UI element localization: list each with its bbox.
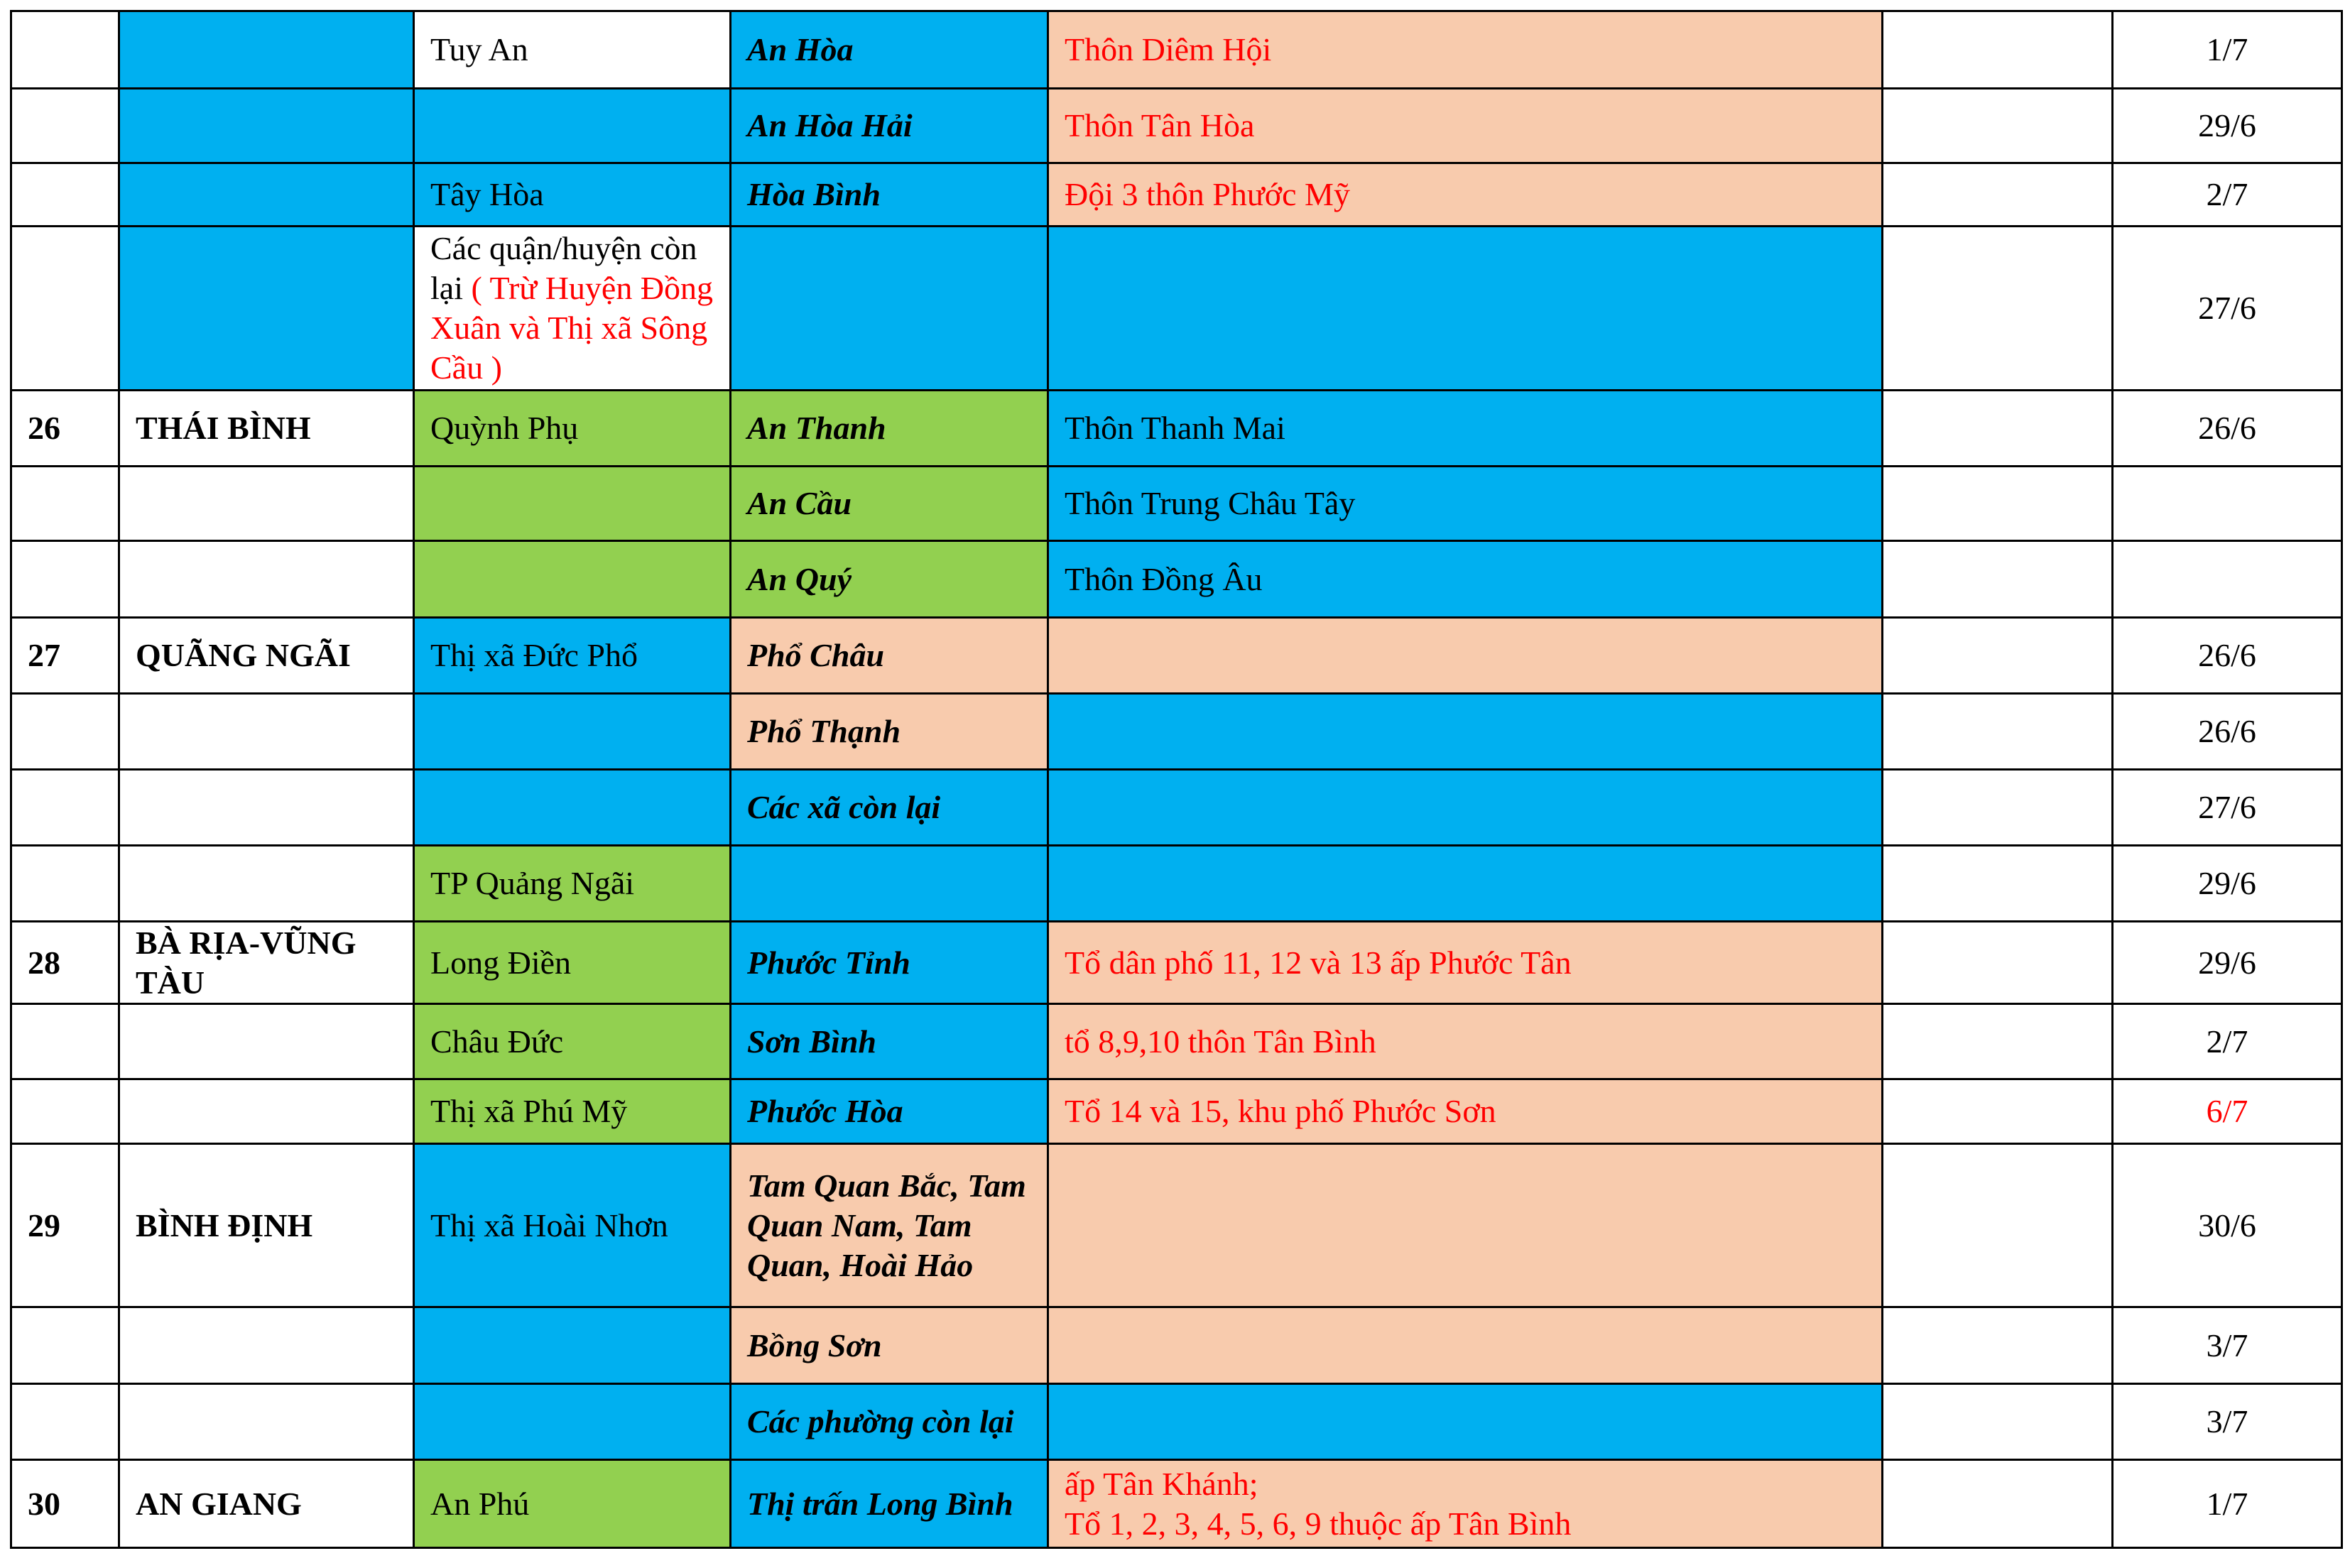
province-cell (119, 227, 414, 391)
district-name: Các quận/huyện còn lại (430, 230, 697, 306)
table-row (11, 922, 2342, 1004)
district-cell (414, 1384, 731, 1460)
area-cell (1048, 467, 1883, 541)
commune-name: Bồng Sơn (747, 1327, 882, 1363)
commune-cell (731, 1004, 1048, 1079)
table-row (11, 391, 2342, 467)
area-line: Thôn Diêm Hội (1065, 31, 1272, 67)
date-cell (2113, 1144, 2342, 1307)
row-number-cell (11, 1079, 119, 1144)
row-number: 29 (28, 1207, 60, 1243)
area-line: Thôn Thanh Mai (1065, 410, 1285, 446)
commune-cell (731, 694, 1048, 770)
date-value: 30/6 (2198, 1207, 2256, 1243)
date-value: 26/6 (2198, 637, 2256, 673)
blank-cell (1883, 541, 2113, 618)
commune-cell (731, 1384, 1048, 1460)
district-cell (414, 694, 731, 770)
commune-name: An Cầu (747, 485, 852, 521)
table-row (11, 694, 2342, 770)
commune-cell (731, 846, 1048, 922)
district-name: Thị xã Đức Phổ (430, 637, 638, 673)
district-name: Châu Đức (430, 1023, 564, 1060)
row-number: 30 (28, 1485, 60, 1522)
row-number-cell (11, 1144, 119, 1307)
blank-cell (1883, 11, 2113, 89)
area-cell (1048, 1079, 1883, 1144)
date-cell (2113, 163, 2342, 227)
blank-cell (1883, 1079, 2113, 1144)
area-line: Thôn Tân Hòa (1065, 107, 1255, 143)
province-cell (119, 391, 414, 467)
row-number-cell (11, 391, 119, 467)
area-line: Tổ 14 và 15, khu phố Phước Sơn (1065, 1093, 1496, 1129)
date-cell (2113, 1384, 2342, 1460)
commune-cell (731, 1307, 1048, 1384)
row-number-cell (11, 11, 119, 89)
district-cell (414, 1079, 731, 1144)
commune-cell (731, 227, 1048, 391)
date-value: 26/6 (2198, 410, 2256, 446)
area-cell (1048, 770, 1883, 846)
province-cell (119, 163, 414, 227)
area-line: Tổ dân phố 11, 12 và 13 ấp Phước Tân (1065, 944, 1572, 981)
district-cell (414, 391, 731, 467)
date-cell (2113, 227, 2342, 391)
province-name: QUÃNG NGÃI (136, 637, 351, 673)
province-cell (119, 1004, 414, 1079)
province-cell (119, 1460, 414, 1548)
row-number: 26 (28, 410, 60, 446)
row-number-cell (11, 1004, 119, 1079)
district-cell (414, 1004, 731, 1079)
commune-cell (731, 163, 1048, 227)
area-line: Thôn Trung Châu Tây (1065, 485, 1356, 521)
blank-cell (1883, 1384, 2113, 1460)
row-number-cell (11, 694, 119, 770)
date-cell (2113, 618, 2342, 694)
area-cell (1048, 1004, 1883, 1079)
row-number-cell (11, 1460, 119, 1548)
area-cell (1048, 846, 1883, 922)
table-row (11, 1144, 2342, 1307)
commune-name: Phổ Châu (747, 637, 885, 673)
blank-cell (1883, 846, 2113, 922)
date-value: 29/6 (2198, 107, 2256, 143)
province-cell (119, 89, 414, 163)
commune-name: Phước Hòa (747, 1093, 903, 1129)
date-value: 27/6 (2198, 290, 2256, 326)
commune-name: Thị trấn Long Bình (747, 1485, 1013, 1522)
date-value: 3/7 (2206, 1327, 2248, 1363)
blank-cell (1883, 467, 2113, 541)
district-cell (414, 467, 731, 541)
area-cell (1048, 1307, 1883, 1384)
blank-cell (1883, 1004, 2113, 1079)
area-cell (1048, 391, 1883, 467)
table-row (11, 1079, 2342, 1144)
table-row (11, 1460, 2342, 1548)
district-name: Tây Hòa (430, 176, 544, 212)
table-row (11, 1307, 2342, 1384)
province-cell (119, 1384, 414, 1460)
commune-cell (731, 618, 1048, 694)
province-cell (119, 846, 414, 922)
blank-cell (1883, 1307, 2113, 1384)
date-cell (2113, 846, 2342, 922)
commune-cell (731, 11, 1048, 89)
commune-cell (731, 922, 1048, 1004)
blank-cell (1883, 694, 2113, 770)
commune-cell (731, 1079, 1048, 1144)
row-number-cell (11, 618, 119, 694)
date-cell (2113, 11, 2342, 89)
province-cell (119, 770, 414, 846)
district-cell (414, 1307, 731, 1384)
area-line: Tổ 1, 2, 3, 4, 5, 6, 9 thuộc ấp Tân Bình (1065, 1505, 1572, 1542)
area-line: ấp Tân Khánh; (1065, 1465, 1258, 1502)
commune-name: An Quý (747, 560, 852, 597)
commune-cell (731, 770, 1048, 846)
blank-cell (1883, 922, 2113, 1004)
province-cell (119, 694, 414, 770)
area-cell (1048, 1460, 1883, 1548)
row-number-cell (11, 846, 119, 922)
area-cell (1048, 1144, 1883, 1307)
blank-cell (1883, 1460, 2113, 1548)
table-row (11, 89, 2342, 163)
province-cell (119, 1307, 414, 1384)
province-cell (119, 1144, 414, 1307)
date-value: 3/7 (2206, 1403, 2248, 1439)
district-cell (414, 922, 731, 1004)
district-name: Quỳnh Phụ (430, 410, 579, 446)
area-cell (1048, 89, 1883, 163)
commune-cell (731, 541, 1048, 618)
commune-cell (731, 391, 1048, 467)
district-name: Thị xã Phú Mỹ (430, 1093, 628, 1129)
table-row (11, 770, 2342, 846)
area-line: Đội 3 thôn Phước Mỹ (1065, 176, 1350, 212)
blank-cell (1883, 391, 2113, 467)
district-cell (414, 163, 731, 227)
date-cell (2113, 467, 2342, 541)
date-cell (2113, 1004, 2342, 1079)
district-name: Long Điền (430, 944, 572, 981)
row-number-cell (11, 1384, 119, 1460)
row-number-cell (11, 467, 119, 541)
document-page (10, 10, 2343, 1549)
district-name: Thị xã Hoài Nhơn (430, 1207, 668, 1243)
area-cell (1048, 922, 1883, 1004)
area-cell (1048, 1384, 1883, 1460)
date-value: 1/7 (2206, 31, 2248, 67)
commune-cell (731, 467, 1048, 541)
row-number-cell (11, 541, 119, 618)
area-cell (1048, 163, 1883, 227)
area-cell (1048, 618, 1883, 694)
date-value: 6/7 (2206, 1093, 2248, 1129)
district-cell (414, 541, 731, 618)
commune-name: An Thanh (747, 410, 886, 446)
table-row (11, 11, 2342, 89)
table-row (11, 1384, 2342, 1460)
district-cell (414, 846, 731, 922)
blank-cell (1883, 1144, 2113, 1307)
area-cell (1048, 11, 1883, 89)
date-cell (2113, 1460, 2342, 1548)
date-cell (2113, 1079, 2342, 1144)
schedule-table (10, 10, 2343, 1549)
province-name: AN GIANG (136, 1485, 302, 1522)
district-cell (414, 1144, 731, 1307)
commune-name: Các phường còn lại (747, 1403, 1014, 1439)
area-cell (1048, 541, 1883, 618)
district-name: Tuy An (430, 31, 528, 67)
row-number-cell (11, 89, 119, 163)
blank-cell (1883, 89, 2113, 163)
province-cell (119, 618, 414, 694)
district-cell (414, 618, 731, 694)
date-cell (2113, 89, 2342, 163)
province-name: BÌNH ĐỊNH (136, 1207, 313, 1243)
date-value: 2/7 (2206, 1023, 2248, 1060)
province-cell (119, 467, 414, 541)
row-number-cell (11, 770, 119, 846)
date-value: 2/7 (2206, 176, 2248, 212)
row-number-cell (11, 163, 119, 227)
commune-name: Hòa Bình (747, 176, 881, 212)
row-number-cell (11, 922, 119, 1004)
blank-cell (1883, 770, 2113, 846)
commune-cell (731, 1460, 1048, 1548)
province-cell (119, 11, 414, 89)
date-cell (2113, 770, 2342, 846)
row-number: 28 (28, 944, 60, 981)
commune-name: An Hòa (747, 31, 854, 67)
district-note: ( Trừ Huyện Đồng Xuân và Thị xã Sông Cầu ) (430, 270, 714, 386)
district-cell (414, 1460, 731, 1548)
date-cell (2113, 541, 2342, 618)
table-row (11, 227, 2342, 391)
commune-name: Sơn Bình (747, 1023, 876, 1060)
table-row (11, 467, 2342, 541)
table-row (11, 1004, 2342, 1079)
district-name: TP Quảng Ngãi (430, 865, 635, 901)
blank-cell (1883, 618, 2113, 694)
area-cell (1048, 227, 1883, 391)
date-cell (2113, 694, 2342, 770)
date-value: 26/6 (2198, 713, 2256, 749)
province-cell (119, 1079, 414, 1144)
district-cell (414, 11, 731, 89)
blank-cell (1883, 163, 2113, 227)
commune-name: Các xã còn lại (747, 789, 941, 825)
province-name: THÁI BÌNH (136, 410, 311, 446)
area-line: Thôn Đồng Âu (1065, 560, 1263, 597)
table-row (11, 618, 2342, 694)
commune-cell (731, 89, 1048, 163)
table-row (11, 163, 2342, 227)
row-number-cell (11, 1307, 119, 1384)
date-value: 1/7 (2206, 1485, 2248, 1522)
commune-name: Phước Tỉnh (747, 944, 910, 981)
district-cell (414, 227, 731, 391)
row-number-cell (11, 227, 119, 391)
province-cell (119, 922, 414, 1004)
commune-name: Phổ Thạnh (747, 713, 901, 749)
date-cell (2113, 391, 2342, 467)
area-line: tổ 8,9,10 thôn Tân Bình (1065, 1023, 1376, 1060)
commune-name: Tam Quan Bắc, Tam Quan Nam, Tam Quan, Hoài Hảo (747, 1167, 1026, 1283)
district-name: An Phú (430, 1485, 530, 1522)
district-cell (414, 770, 731, 846)
date-cell (2113, 1307, 2342, 1384)
row-number: 27 (28, 637, 60, 673)
table-row (11, 846, 2342, 922)
province-name: BÀ RỊA-VŨNG TÀU (136, 924, 357, 1001)
commune-cell (731, 1144, 1048, 1307)
district-cell (414, 89, 731, 163)
table-row (11, 541, 2342, 618)
date-value: 29/6 (2198, 865, 2256, 901)
date-cell (2113, 922, 2342, 1004)
province-cell (119, 541, 414, 618)
area-cell (1048, 694, 1883, 770)
blank-cell (1883, 227, 2113, 391)
date-value: 29/6 (2198, 944, 2256, 981)
date-value: 27/6 (2198, 789, 2256, 825)
commune-name: An Hòa Hải (747, 107, 913, 143)
